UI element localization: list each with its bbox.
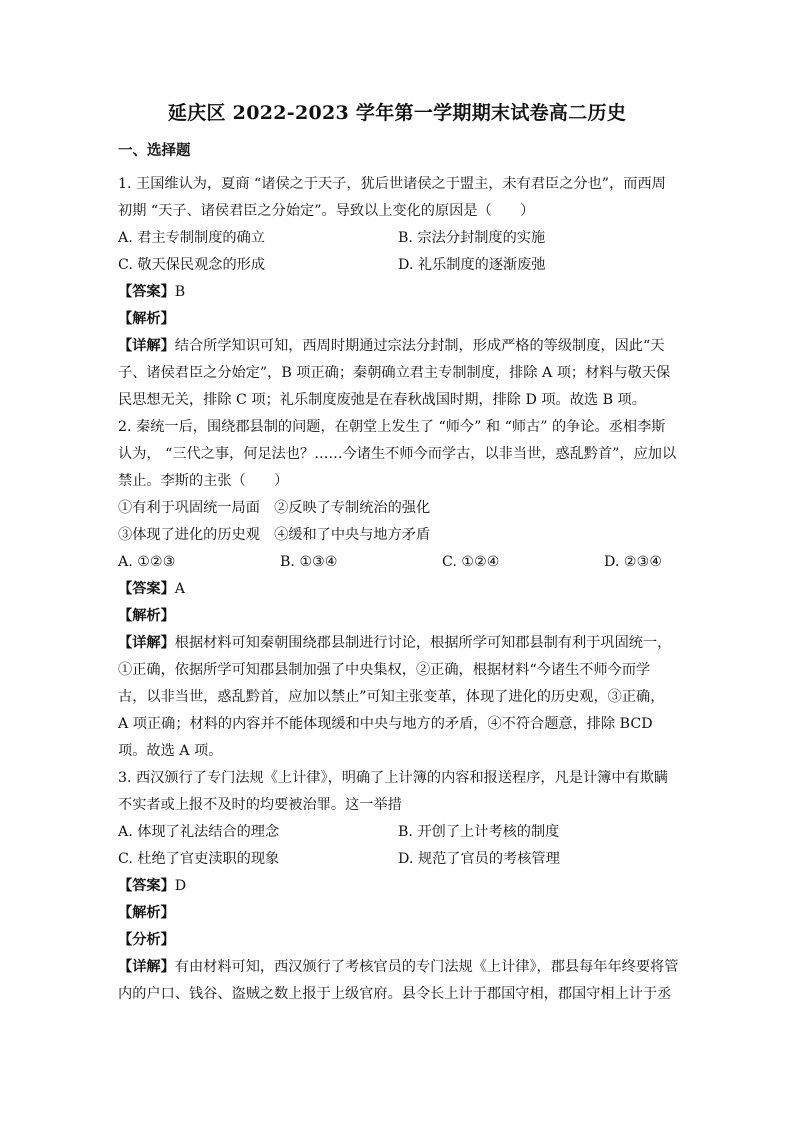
question-stem-line: 1. 王国维认为，夏商 “诸侯之于天子，犹后世诸侯之于盟主，未有君臣之分也”，而西周 (118, 176, 666, 192)
question-1 (118, 171, 678, 414)
answer-line (118, 279, 678, 306)
option-a: A. 君主专制制度的确立 (118, 230, 265, 246)
detail-line: 内的户口、钱谷、盗贼之数上报于上级官府。县令长上计于郡国守相，郡国守相上计于丞 (118, 986, 672, 1002)
option-c: C. 敬天保民观念的形成 (118, 257, 266, 273)
detail-line: 古，以非当世，惑乱黔首，应加以禁止”可知主张变革，体现了进化的历史观，③正确， (118, 689, 665, 705)
question-list (118, 171, 678, 1008)
answer-value: D (174, 878, 187, 894)
question-stem-line: 3. 西汉颁行了专门法规《上计律》，明确了上计簿的内容和报送程序，凡是计簿中有欺瞒 (118, 770, 669, 786)
section-heading: 一、选择题 (118, 142, 191, 159)
option-a: A. ①②③ (118, 554, 176, 570)
question-stem-line: 初期 “天子、诸侯君臣之分始定”。导致以上变化的原因是（ ） (118, 203, 535, 219)
detail-text: 结合所学知识可知，西周时期通过宗法分封制，形成严格的等级制度，因此“天 (174, 338, 665, 354)
detail-line (118, 333, 678, 360)
detail-text: 有由材料可知，西汉颁行了考核官员的专门法规《上计律》，郡县每年年终要将管 (174, 959, 679, 975)
question-stem-line: 禁止。李斯的主张（ ） (118, 473, 289, 489)
option-a: A. 体现了礼法结合的理念 (118, 824, 280, 840)
question-stem-line: 不实者或上报不及时的均要被治罪。这一举措 (118, 797, 402, 813)
option-b: B. 宗法分封制度的实施 (398, 230, 546, 246)
statement-line: ③体现了进化的历史观 ④缓和了中央与地方矛盾 (118, 527, 431, 543)
answer-label: 【答案】 (118, 284, 175, 300)
detail-line (118, 630, 678, 657)
options-row (118, 252, 678, 279)
detail-label: 【详解】 (118, 635, 175, 651)
options-row (118, 819, 678, 846)
detail-line: A 项正确；材料的内容并不能体现缓和中央与地方的矛盾，④不符合题意，排除 BCD (118, 716, 653, 732)
detail-line: 项。故选 A 项。 (118, 743, 223, 759)
question-stem-line: 2. 秦统一后，围绕郡县制的问题，在朝堂上发生了 “师今” 和 “师古” 的争论。丞相李斯 (118, 419, 666, 435)
answer-line (118, 576, 678, 603)
option-d: D. 规范了官员的考核管理 (398, 851, 560, 867)
option-d: D. 礼乐制度的逐渐废弛 (398, 257, 546, 273)
option-d: D. ②③④ (604, 554, 663, 570)
detail-line (118, 954, 678, 981)
detail-line: 民思想无关，排除 C 项；礼乐制度废弛是在春秋战国时期，排除 D 项。故选 B 项。 (118, 392, 646, 408)
detail-label: 【详解】 (118, 338, 175, 354)
options-row (118, 549, 678, 576)
option-b: B. 开创了上计考核的制度 (398, 824, 560, 840)
analysis-label (118, 603, 678, 630)
fenxi-tag: 【分析】 (118, 932, 175, 948)
question-2 (118, 414, 678, 765)
statement-line: ①有利于巩固统一局面 ②反映了专制统治的强化 (118, 500, 431, 516)
analysis-tag: 【解析】 (118, 608, 175, 624)
analysis-tag: 【解析】 (118, 311, 175, 327)
answer-label: 【答案】 (118, 581, 175, 597)
answer-label: 【答案】 (118, 878, 175, 894)
answer-line (118, 873, 678, 900)
detail-line: ①正确，依据所学可知郡县制加强了中央集权，②正确，根据材料“今诸生不师今而学 (118, 662, 651, 678)
options-row (118, 225, 678, 252)
options-row (118, 846, 678, 873)
question-3 (118, 765, 678, 1008)
detail-label: 【详解】 (118, 959, 175, 975)
analysis-label (118, 900, 678, 927)
page-title: 延庆区 2022-2023 学年第一学期期末试卷高二历史 (167, 102, 627, 124)
option-b: B. ①③④ (280, 554, 338, 570)
question-stem-line: 认为， “三代之事，何足法也？……今诸生不师今而学古，以非当世，惑乱黔首”，应加以 (118, 446, 677, 462)
fenxi-label (118, 927, 678, 954)
detail-line: 子、诸侯君臣之分始定”，B 项正确；秦朝确立君主专制制度，排除 A 项；材料与敬天保 (118, 365, 671, 381)
answer-value: B (174, 284, 186, 300)
answer-value: A (174, 581, 186, 597)
detail-text: 根据材料可知秦朝围绕郡县制进行讨论，根据所学可知郡县制有利于巩固统一， (174, 635, 672, 651)
option-c: C. 杜绝了官吏渎职的现象 (118, 851, 280, 867)
analysis-label (118, 306, 678, 333)
analysis-tag: 【解析】 (118, 905, 175, 921)
option-c: C. ①②④ (442, 554, 500, 570)
